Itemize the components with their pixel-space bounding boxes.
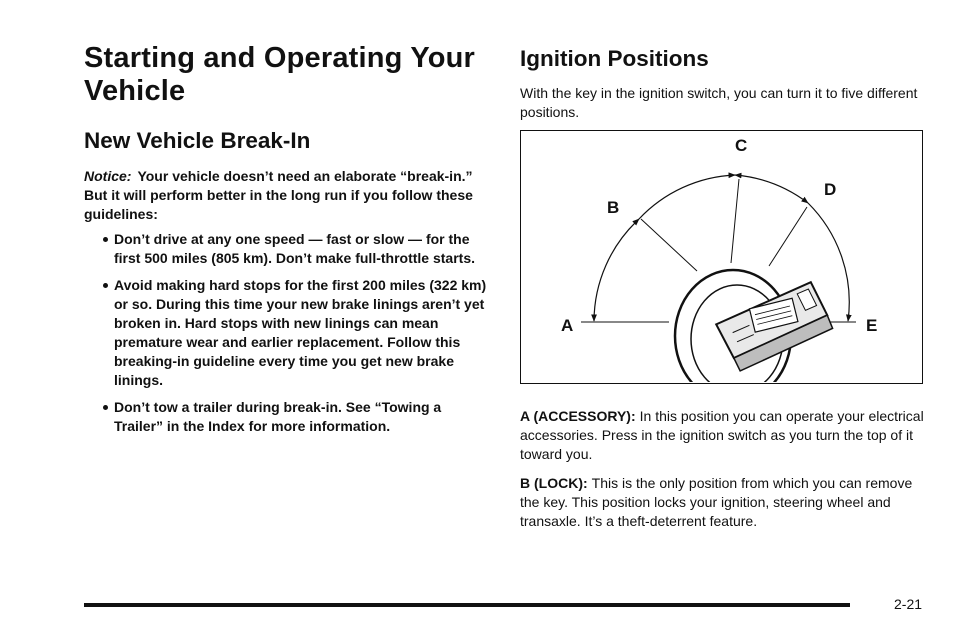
page-title: Starting and Operating Your Vehicle (84, 42, 476, 107)
arc-b-c (639, 175, 735, 219)
lock-paragraph (520, 474, 925, 531)
footer-rule (84, 603, 850, 607)
label-b: B (607, 198, 620, 217)
page-number: 2-21 (894, 596, 923, 612)
ignition-diagram (520, 130, 923, 384)
accessory-label: A (ACCESSORY): (520, 408, 636, 424)
arc-c-d (735, 175, 808, 203)
section-heading-break-in: New Vehicle Break-In (84, 128, 311, 153)
label-c: C (735, 136, 748, 155)
leader-c (731, 179, 739, 263)
accessory-paragraph (520, 407, 925, 464)
notice-label: Notice: (84, 168, 132, 184)
lock-text: This is the only position from which you can remove the key. This position locks your ignition, steering wheel and transaxle. It’s a theft-deterrent feature. (520, 475, 913, 529)
guideline-list (84, 230, 494, 444)
lock-label: B (LOCK): (520, 475, 588, 491)
intro-paragraph: With the key in the ignition switch, you can turn it to five different positions. (520, 85, 918, 120)
notice-text: Your vehicle doesn’t need an elaborate “break-in.” But it will perform better in the long run if you follow these guidelines: (84, 168, 473, 222)
list-item: Don’t tow a trailer during break-in. See “Towing a Trailer” in the Index for more information. (84, 398, 494, 436)
accessory-text: In this position you can operate your electrical accessories. Press in the ignition switch as you turn the top of it toward you. (520, 408, 924, 462)
leader-d (769, 207, 807, 266)
list-item: Don’t drive at any one speed — fast or slow — for the first 500 miles (805 km). Don’t make full-throttle starts. (84, 230, 494, 268)
list-item: Avoid making hard stops for the first 200 miles (322 km) or so. During this time your new brake linings aren’t yet broken in. Hard stops with new linings can mean premature wear and earlier replacement. Follow this breaking-in guideline every time you get new brake linings. (84, 276, 494, 390)
section-heading-ignition: Ignition Positions (520, 46, 709, 71)
label-d: D (824, 180, 837, 199)
leader-b (641, 219, 697, 271)
label-e: E (866, 316, 878, 335)
arc-a-b (594, 219, 639, 321)
label-a: A (561, 316, 574, 335)
ignition-diagram-svg (521, 131, 921, 382)
notice-paragraph (84, 167, 494, 224)
